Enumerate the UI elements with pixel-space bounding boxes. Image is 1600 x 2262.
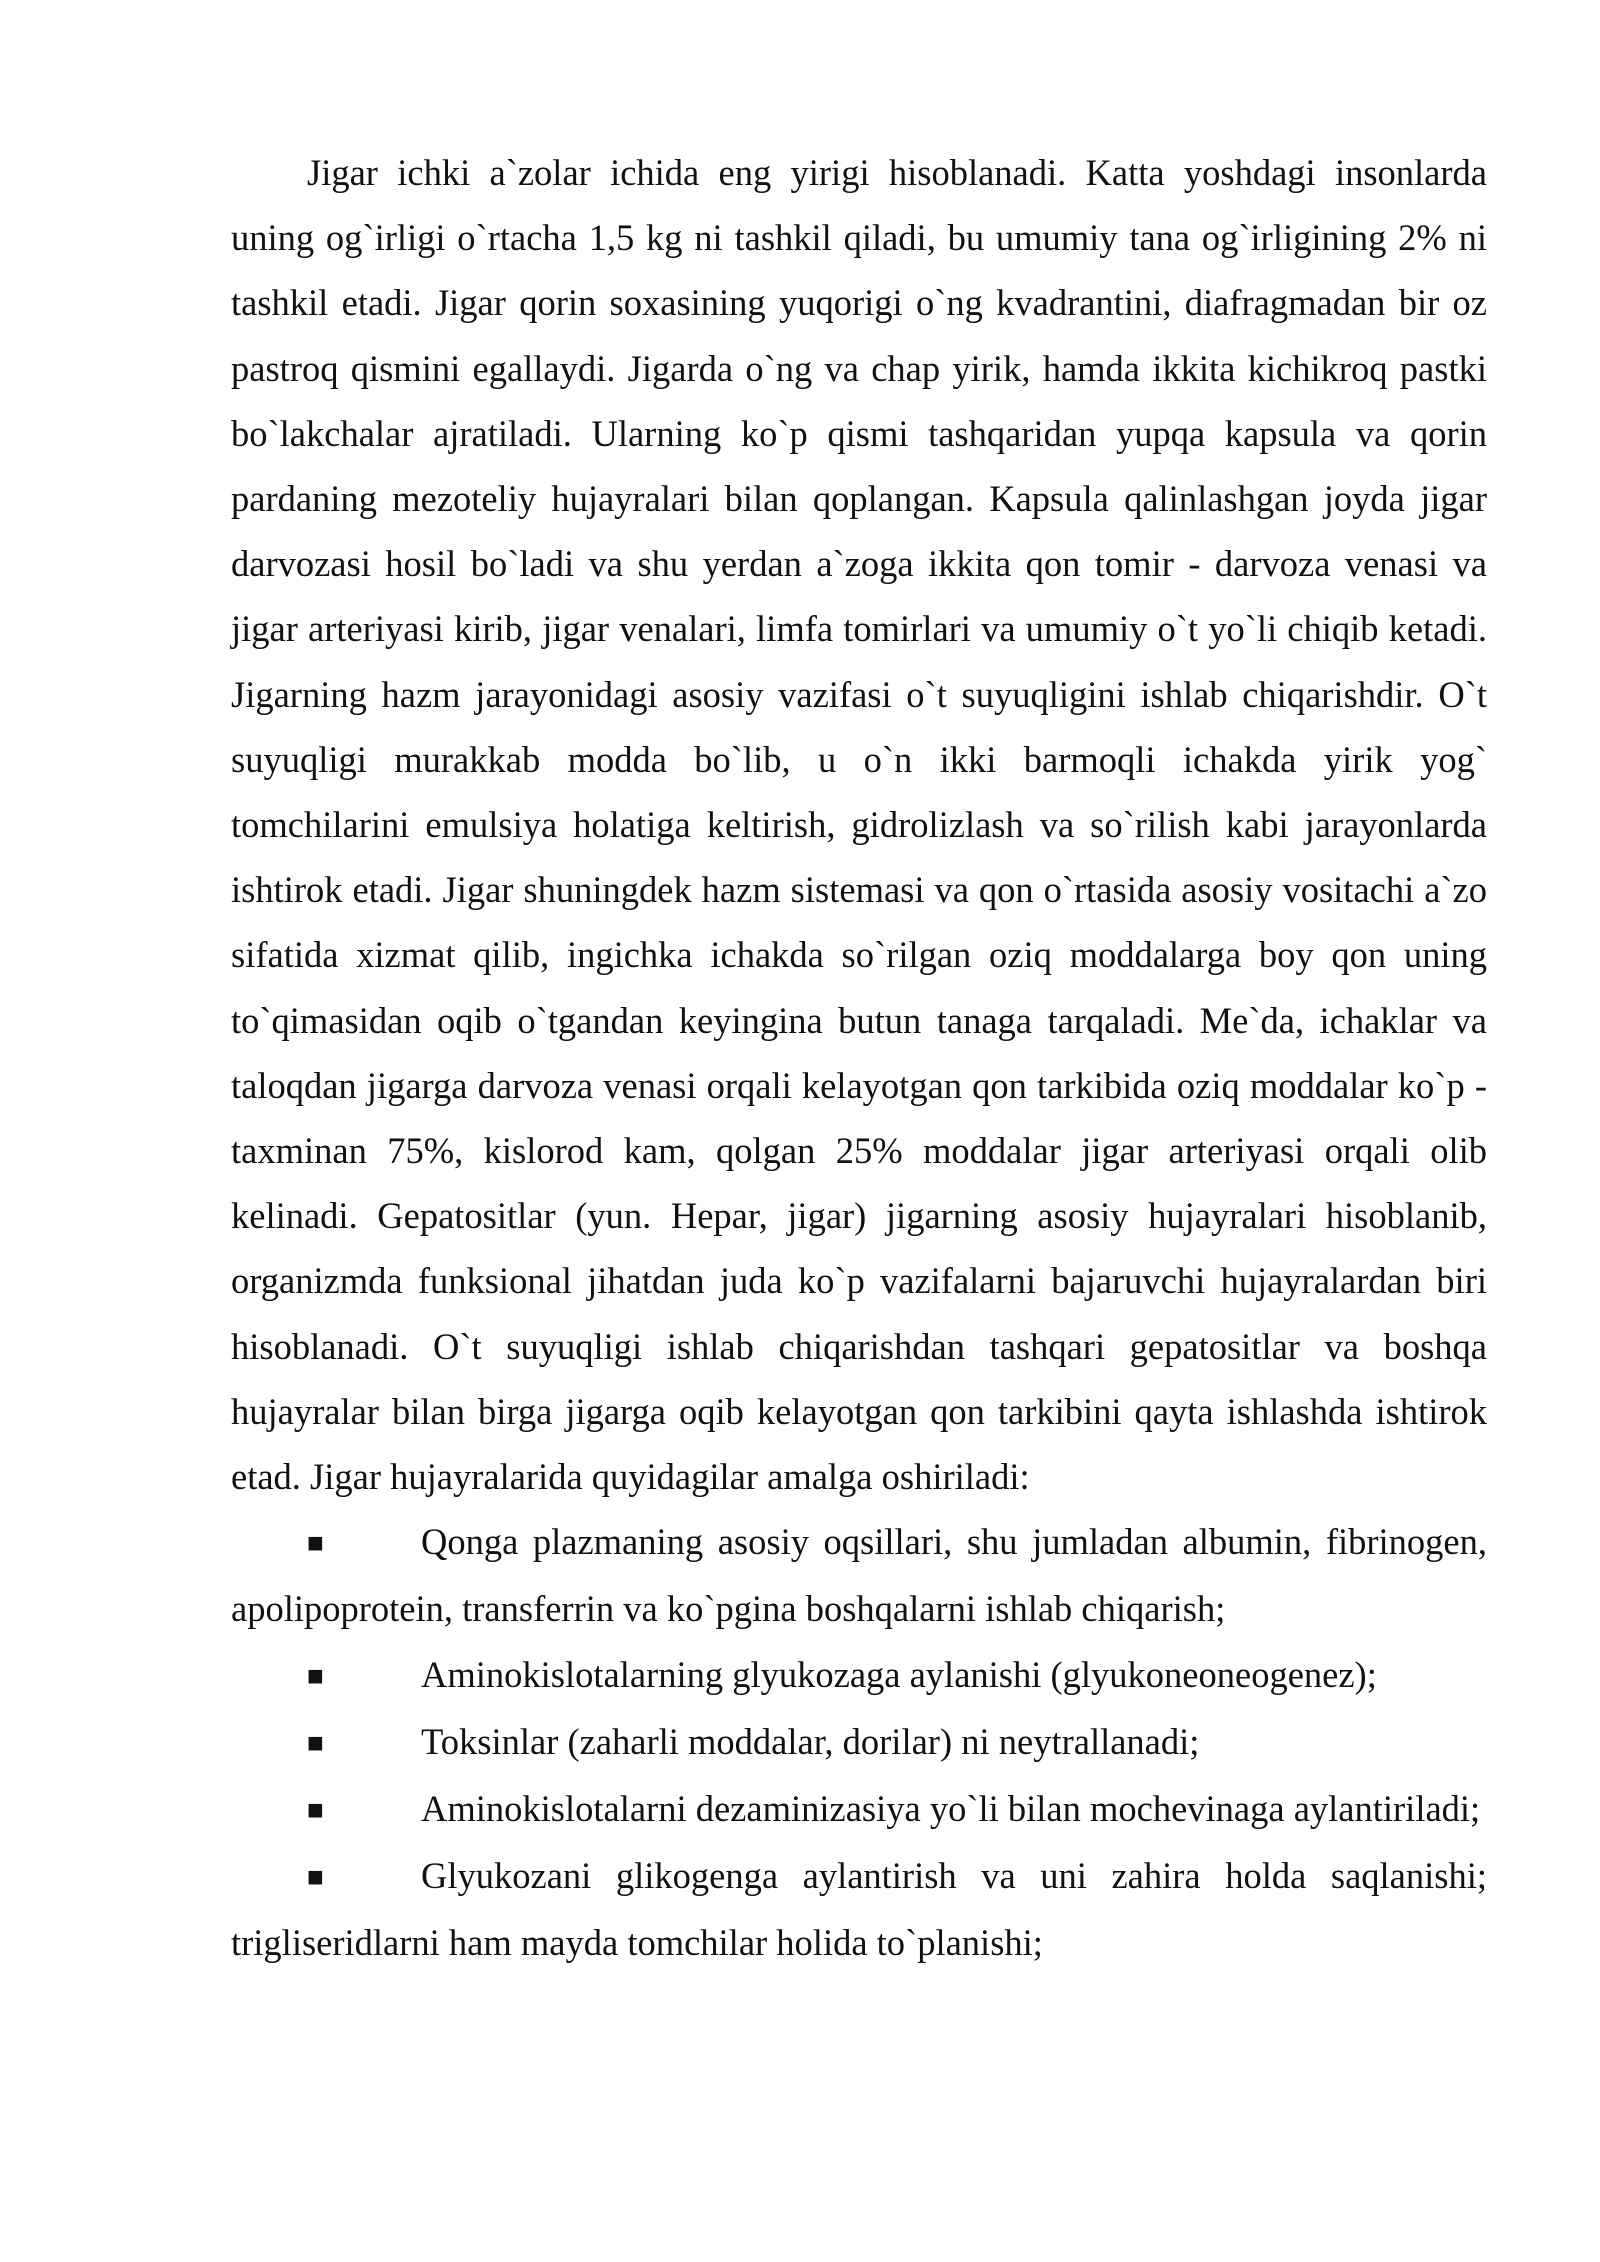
square-bullet-icon: ■ xyxy=(307,1727,324,1759)
list-item-text: Qonga plazmaning asosiy oqsillari, shu jumladan albumin, fibrinogen, apolipoprotein, transferrin va ko`pgina boshqalarni ishlab chiqarish; xyxy=(231,1521,1487,1630)
square-bullet-icon: ■ xyxy=(307,1862,324,1894)
square-bullet-icon: ■ xyxy=(307,1660,324,1692)
body-paragraph: Jigar ichki a`zolar ichida eng yirigi hisoblanadi. Katta yoshdagi insonlarda uning og`irligi o`rtacha 1,5 kg ni tashkil qiladi, bu umumiy tana og`irligining 2% ni tashkil etadi. Jigar qorin soxasining yuqorigi o`ng kvadrantini, diafragmadan bir oz pastroq qismini egallaydi. Jigarda o`ng va chap yirik, hamda ikkita kichikroq pastki bo`lakchalar ajratiladi. Ularning ko`p qismi tashqaridan yupqa kapsula va qorin pardaning mezoteliy hujayralari bilan qoplangan. Kapsula qalinlashgan joyda jigar darvozasi hosil bo`ladi va shu yerdan a`zoga ikkita qon tomir - darvoza venasi va jigar arteriyasi kirib, jigar venalari, limfa tomirlari va umumiy o`t yo`li chiqib ketadi. Jigarning hazm jarayonidagi asosiy vazifasi o`t suyuqligini ishlab chiqarishdir. O`t suyuqligi murakkab modda bo`lib, u o`n ikki barmoqli ichakda yirik yog` tomchilarini emulsiya holatiga keltirish, gidrolizlash va so`rilish kabi jarayonlarda ishtirok etadi. Jigar shuningdek hazm sistemasi va qon o`rtasida asosiy vositachi a`zo sifatida xizmat qilib, ingichka ichakda so`rilgan oziq moddalarga boy qon uning to`qimasidan oqib o`tgandan keyingina butun tanaga tarqaladi. Me`da, ichaklar va taloqdan jigarga darvoza venasi orqali kelayotgan qon tarkibida oziq moddalar ko`p - taxminan 75%, kislorod kam, qolgan 25% moddalar jigar arteriyasi orqali olib kelinadi. Gepatositlar (yun. Hepar, jigar) jigarning asosiy hujayralari hisoblanib, organizmda funksional jihatdan juda ko`p vazifalarni bajaruvchi hujayralardan biri hisoblanadi. O`t suyuqligi ishlab chiqarishdan tashqari gepatositlar va boshqa hujayralar bilan birga jigarga oqib kelayotgan qon tarkibini qayta ishlashda ishtirok etad. Jigar hujayralarida quyidagilar amalga oshiriladi: xyxy=(231,152,1487,1498)
list-item-text: Aminokislotalarning glyukozaga aylanishi (glyukoneoneogenez); xyxy=(421,1653,1377,1695)
list-item xyxy=(231,1843,1487,1975)
list-item xyxy=(231,1509,1487,1641)
list-item xyxy=(231,1776,1487,1843)
square-bullet-icon: ■ xyxy=(307,1528,324,1560)
list-item xyxy=(231,1642,1487,1709)
square-bullet-icon: ■ xyxy=(307,1795,324,1827)
list-item-text: Aminokislotalarni dezaminizasiya yo`li bilan mochevinaga aylantiriladi; xyxy=(421,1788,1481,1830)
list-item xyxy=(231,1709,1487,1776)
document-page xyxy=(231,140,1487,1976)
list-item-text: Glyukozani glikogenga aylantirish va uni zahira holda saqlanishi; trigliseridlarni ham mayda tomchilar holida to`planishi; xyxy=(231,1855,1487,1964)
list-item-text: Toksinlar (zaharli moddalar, dorilar) ni neytrallanadi; xyxy=(421,1720,1200,1762)
